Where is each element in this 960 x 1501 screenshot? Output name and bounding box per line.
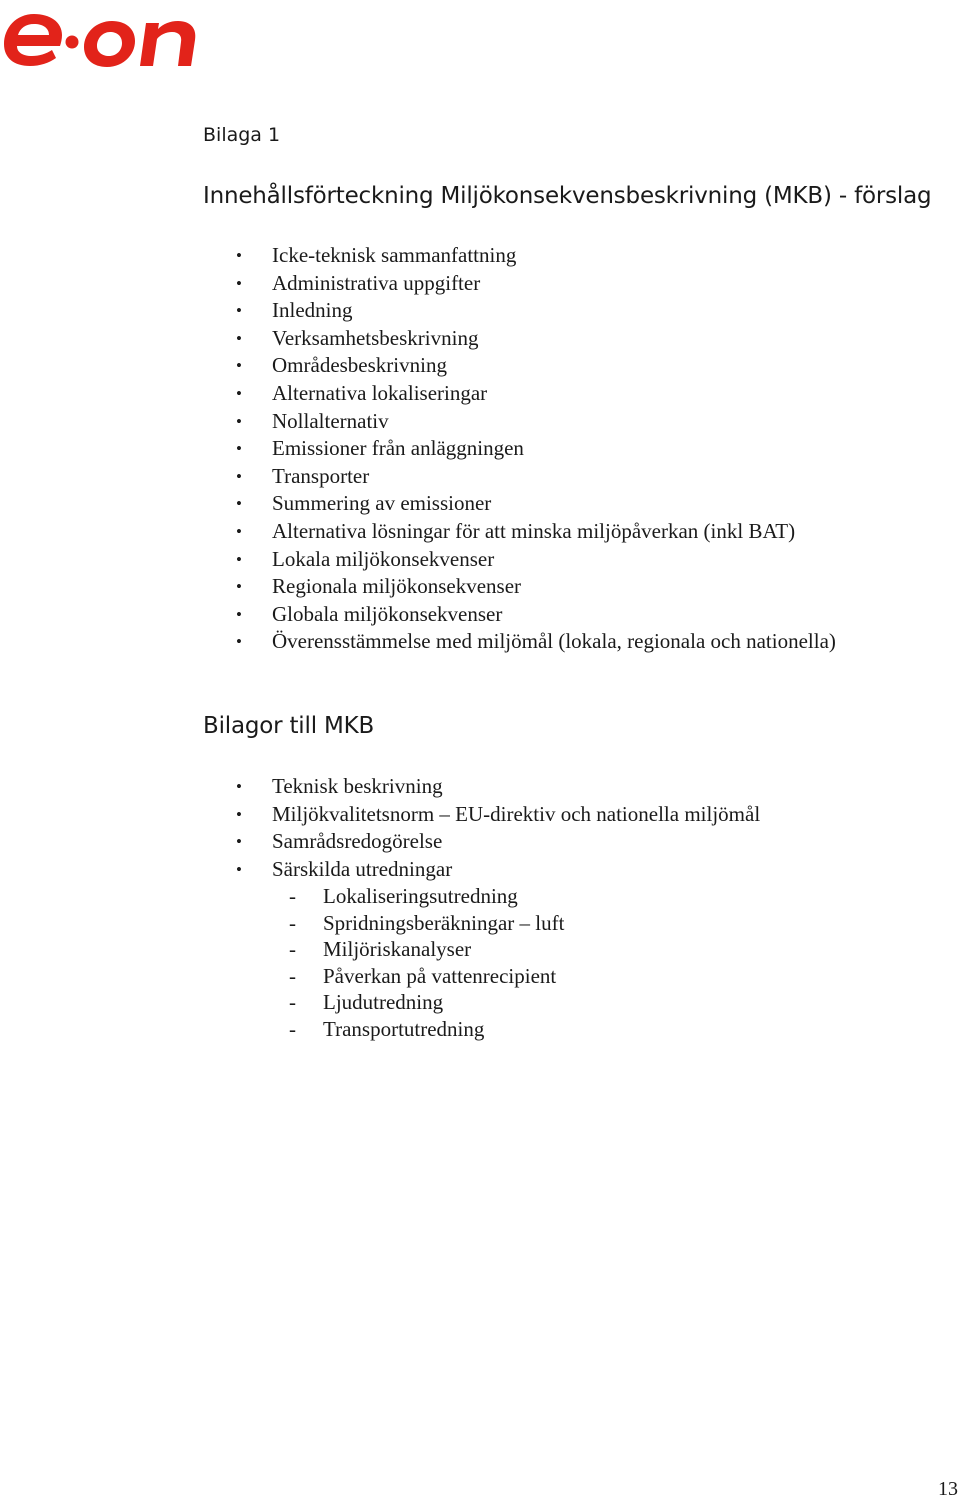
list-item: • Överensstämmelse med miljömål (lokala, regionala och nationella) <box>0 628 836 656</box>
attachments-heading: Bilagor till MKB <box>203 713 375 739</box>
appendix-label: Bilaga 1 <box>203 124 281 146</box>
toc-list <box>0 242 836 656</box>
list-item: • Lokala miljökonsekvenser <box>0 546 836 574</box>
list-item: • Administrativa uppgifter <box>0 270 836 298</box>
list-item: • Miljökvalitetsnorm – EU-direktiv och nationella miljömål <box>0 801 760 829</box>
list-item: • Särskilda utredningar <box>0 856 760 884</box>
list-item: • Områdesbeskrivning <box>0 352 836 380</box>
list-item: • Alternativa lösningar för att minska miljöpåverkan (inkl BAT) <box>0 518 836 546</box>
list-item: • Inledning <box>0 297 836 325</box>
list-item: • Transporter <box>0 463 836 491</box>
sub-list-item: - Miljöriskanalyser <box>0 936 564 963</box>
list-item: • Verksamhetsbeskrivning <box>0 325 836 353</box>
sub-list-item: - Spridningsberäkningar – luft <box>0 910 564 937</box>
list-item: • Summering av emissioner <box>0 490 836 518</box>
list-item: • Nollalternativ <box>0 408 836 436</box>
special-studies-list <box>0 883 564 1043</box>
list-item: • Alternativa lokaliseringar <box>0 380 836 408</box>
sub-list-item: - Påverkan på vattenrecipient <box>0 963 564 990</box>
list-item: • Teknisk beskrivning <box>0 773 760 801</box>
list-item: • Icke-teknisk sammanfattning <box>0 242 836 270</box>
eon-logo <box>0 6 212 68</box>
list-item: • Globala miljökonsekvenser <box>0 601 836 629</box>
sub-list-item: - Transportutredning <box>0 1016 564 1043</box>
list-item: • Samrådsredogörelse <box>0 828 760 856</box>
sub-list-item: - Lokaliseringsutredning <box>0 883 564 910</box>
list-item: • Regionala miljökonsekvenser <box>0 573 836 601</box>
attachments-list <box>0 773 760 883</box>
list-item: • Emissioner från anläggningen <box>0 435 836 463</box>
page-number: 13 <box>938 1478 958 1500</box>
sub-list-item: - Ljudutredning <box>0 989 564 1016</box>
toc-heading: Innehållsförteckning Miljökonsekvensbeskrivning (MKB) - förslag <box>203 183 932 209</box>
